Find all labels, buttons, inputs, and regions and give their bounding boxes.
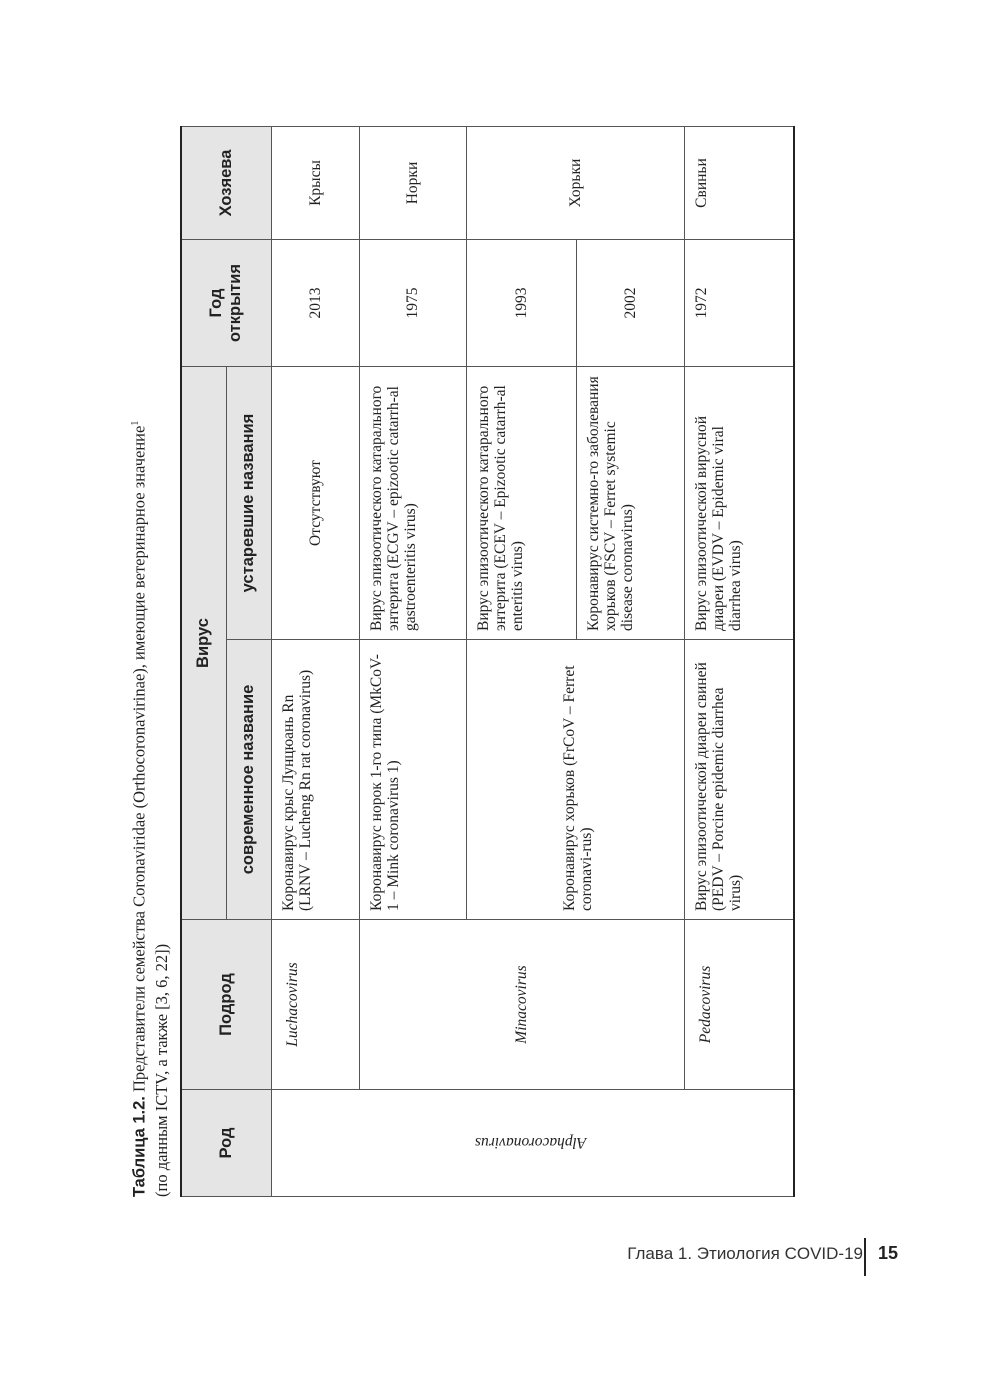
header-year: Год открытия: [181, 240, 271, 367]
modern-name-cell: Коронавирус хорьков (FrCoV – Ferret coronavi-rus): [466, 640, 684, 920]
host-cell: Хорьки: [466, 127, 684, 240]
genus-cell: [271, 1090, 794, 1197]
modern-name-cell: Коронавирус крыс Лунцюань Rn (LRNV – Lucheng Rn rat coronavirus): [271, 640, 359, 920]
host-cell: Свиньи: [684, 127, 794, 240]
table-row: [359, 127, 466, 1197]
subgenus-cell: Minacovirus: [359, 920, 684, 1090]
subgenus-cell: Luchacovirus: [271, 920, 359, 1090]
year-cell: 1993: [466, 240, 576, 367]
table-row: [684, 127, 794, 1197]
chapter-title: Глава 1. Этиология COVID-19: [627, 1244, 863, 1263]
caption-label: Таблица 1.2.: [130, 1096, 149, 1197]
header-obsolete-names: устаревшие названия: [226, 367, 271, 640]
header-subgenus: Подрод: [181, 920, 271, 1090]
subgenus-cell: Pedacovirus: [684, 920, 794, 1090]
footer-divider: [864, 1238, 866, 1276]
header-virus: Вирус: [181, 367, 226, 920]
table-caption: [125, 127, 172, 1197]
modern-name-cell: Вирус эпизоотической диареи свиней (PEDV – Porcine epidemic diarrhea virus): [684, 640, 794, 920]
year-cell: 1975: [359, 240, 466, 367]
page-number: 15: [878, 1243, 899, 1263]
obsolete-names-cell: Отсутствуют: [271, 367, 359, 640]
host-cell: Норки: [359, 127, 466, 240]
caption-text: Представители семейства Coronaviridae (Orthocoronavirinae), имеющие ветеринарное значение: [129, 425, 149, 1097]
host-cell: Крысы: [271, 127, 359, 240]
obsolete-names-cell: Коронавирус системно-го заболевания хорьков (FSCV – Ferret systemic disease coronavirus): [576, 367, 684, 640]
header-genus: Род: [181, 1090, 271, 1197]
coronavirus-table: [180, 126, 795, 1197]
header-hosts: Хозяева: [181, 127, 271, 240]
footnote-mark: 1: [130, 420, 141, 426]
table-row: [271, 127, 359, 1197]
obsolete-names-cell: Вирус эпизоотического катарального энтерита (ECGV – epizootic catarrh-al gastroenteritis virus): [359, 367, 466, 640]
rotated-table-frame: [125, 127, 795, 1197]
page-footer: [0, 1238, 1000, 1278]
modern-name-cell: Коронавирус норок 1-го типа (MkCoV-1 – Mink coronavirus 1): [359, 640, 466, 920]
year-cell: 2002: [576, 240, 684, 367]
genus-name: Alphacoronavirus: [474, 1134, 586, 1152]
obsolete-names-cell: Вирус эпизоотической вирусной диареи (EVDV – Epidemic viral diarrhea virus): [684, 367, 794, 640]
header-modern-name: современное название: [226, 640, 271, 920]
year-cell: 1972: [684, 240, 794, 367]
caption-line2: (по данным ICTV, а также [3, 6, 22]): [151, 943, 171, 1197]
obsolete-names-cell: Вирус эпизоотического катарального энтерита (ECEV – Epizootic catarrh-al enteritis virus): [466, 367, 576, 640]
year-cell: 2013: [271, 240, 359, 367]
